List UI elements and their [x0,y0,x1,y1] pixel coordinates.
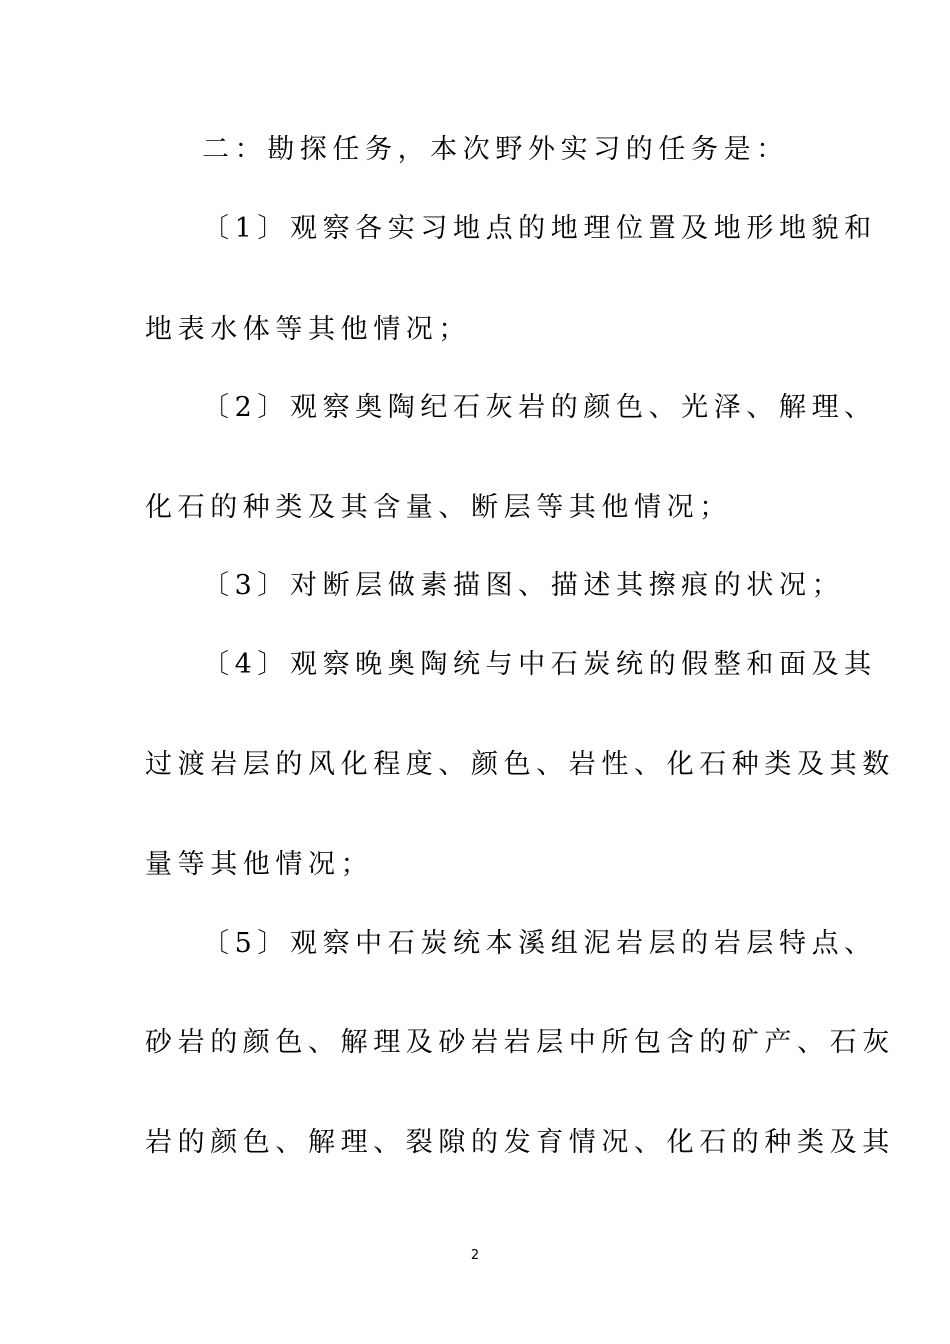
text-line-2: 〔1〕观察各实习地点的地理位置及地形地貌和 [202,213,877,244]
text-line-8: 过渡岩层的风化程度、颜色、岩性、化石种类及其数 [145,749,895,780]
page-number: 2 [470,1248,480,1263]
text-line-9: 量等其他情况； [145,849,374,880]
text-line-4: 〔2〕观察奥陶纪石灰岩的颜色、光泽、解理、 [202,392,877,423]
text-line-10: 〔5〕观察中石炭统本溪组泥岩层的岩层特点、 [202,928,877,959]
text-line-12: 岩的颜色、解理、裂隙的发育情况、化石的种类及其 [145,1127,895,1158]
text-line-11: 砂岩的颜色、解理及砂岩岩层中所包含的矿产、石灰 [145,1027,895,1058]
text-line-3: 地表水体等其他情况； [145,314,471,345]
text-line-1: 二：勘探任务，本次野外实习的任务是： [202,134,789,165]
text-line-5: 化石的种类及其含量、断层等其他情况； [145,492,732,523]
text-line-7: 〔4〕观察晚奥陶统与中石炭统的假整和面及其 [202,649,877,680]
text-line-6: 〔3〕对断层做素描图、描述其擦痕的状况； [202,570,845,601]
